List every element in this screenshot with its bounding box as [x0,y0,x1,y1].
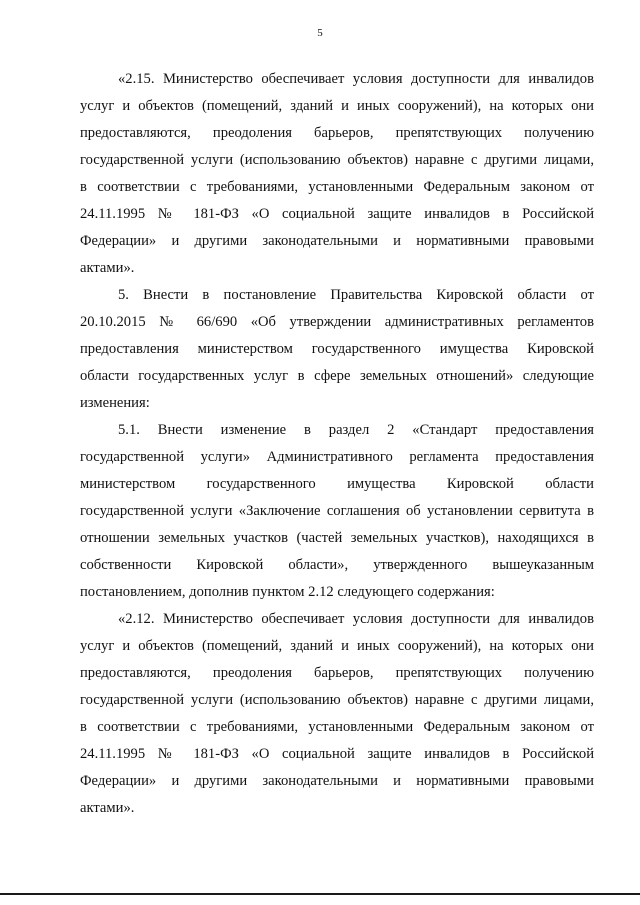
text-line: 20.10.2015 № 66/690 «Об утверждении административных регламентов [80,314,594,330]
text-line: Федерации» и другими законодательными и нормативными правовыми [80,773,594,789]
text-line: постановлением, дополнив пунктом 2.12 следующего содержания: [80,584,495,600]
text-line: услуг и объектов (помещений, зданий и иных сооружений), на которых они [80,638,594,654]
text-line: государственной услуги (использованию объектов) наравне с другими лицами, [80,692,594,708]
text-line: государственной услуги (использованию объектов) наравне с другими лицами, [80,152,594,168]
text-line: государственной услуги «Заключение соглашения об установлении сервитута в [80,503,594,519]
document-body [80,66,594,822]
paragraph-5-1 [80,417,594,606]
text-line: предоставляются, преодоления барьеров, препятствующих получению [80,665,594,681]
text-line: услуг и объектов (помещений, зданий и иных сооружений), на которых они [80,98,594,114]
paragraph-2-15 [80,66,594,282]
bottom-rule [0,893,640,895]
text-line: «2.15. Министерство обеспечивает условия доступности для инвалидов [118,71,594,87]
text-line: 24.11.1995 № 181-ФЗ «О социальной защите инвалидов в Российской [80,746,594,762]
text-line: министерством государственного имущества Кировской области [80,476,594,492]
page-number: 5 [317,27,323,39]
text-line: собственности Кировской области», утвержденного вышеуказанным [80,557,594,573]
text-line: 24.11.1995 № 181-ФЗ «О социальной защите инвалидов в Российской [80,206,594,222]
text-line: Федерации» и другими законодательными и нормативными правовыми [80,233,594,249]
text-line: предоставления министерством государственного имущества Кировской [80,341,594,357]
text-line: предоставляются, преодоления барьеров, препятствующих получению [80,125,594,141]
text-line: «2.12. Министерство обеспечивает условия доступности для инвалидов [118,611,594,627]
text-line: в соответствии с требованиями, установленными Федеральным законом от [80,719,594,735]
text-line: государственной услуги» Административного регламента предоставления [80,449,594,465]
text-line: 5. Внести в постановление Правительства Кировской области от [118,287,594,303]
paragraph-5 [80,282,594,417]
text-line: изменения: [80,395,150,411]
text-line: актами». [80,800,135,816]
text-line: области государственных услуг в сфере земельных отношений» следующие [80,368,594,384]
text-line: в соответствии с требованиями, установленными Федеральным законом от [80,179,594,195]
paragraph-2-12 [80,606,594,822]
text-line: актами». [80,260,135,276]
text-line: отношении земельных участков (частей земельных участков), находящихся в [80,530,594,546]
text-line: 5.1. Внести изменение в раздел 2 «Стандарт предоставления [118,422,594,438]
